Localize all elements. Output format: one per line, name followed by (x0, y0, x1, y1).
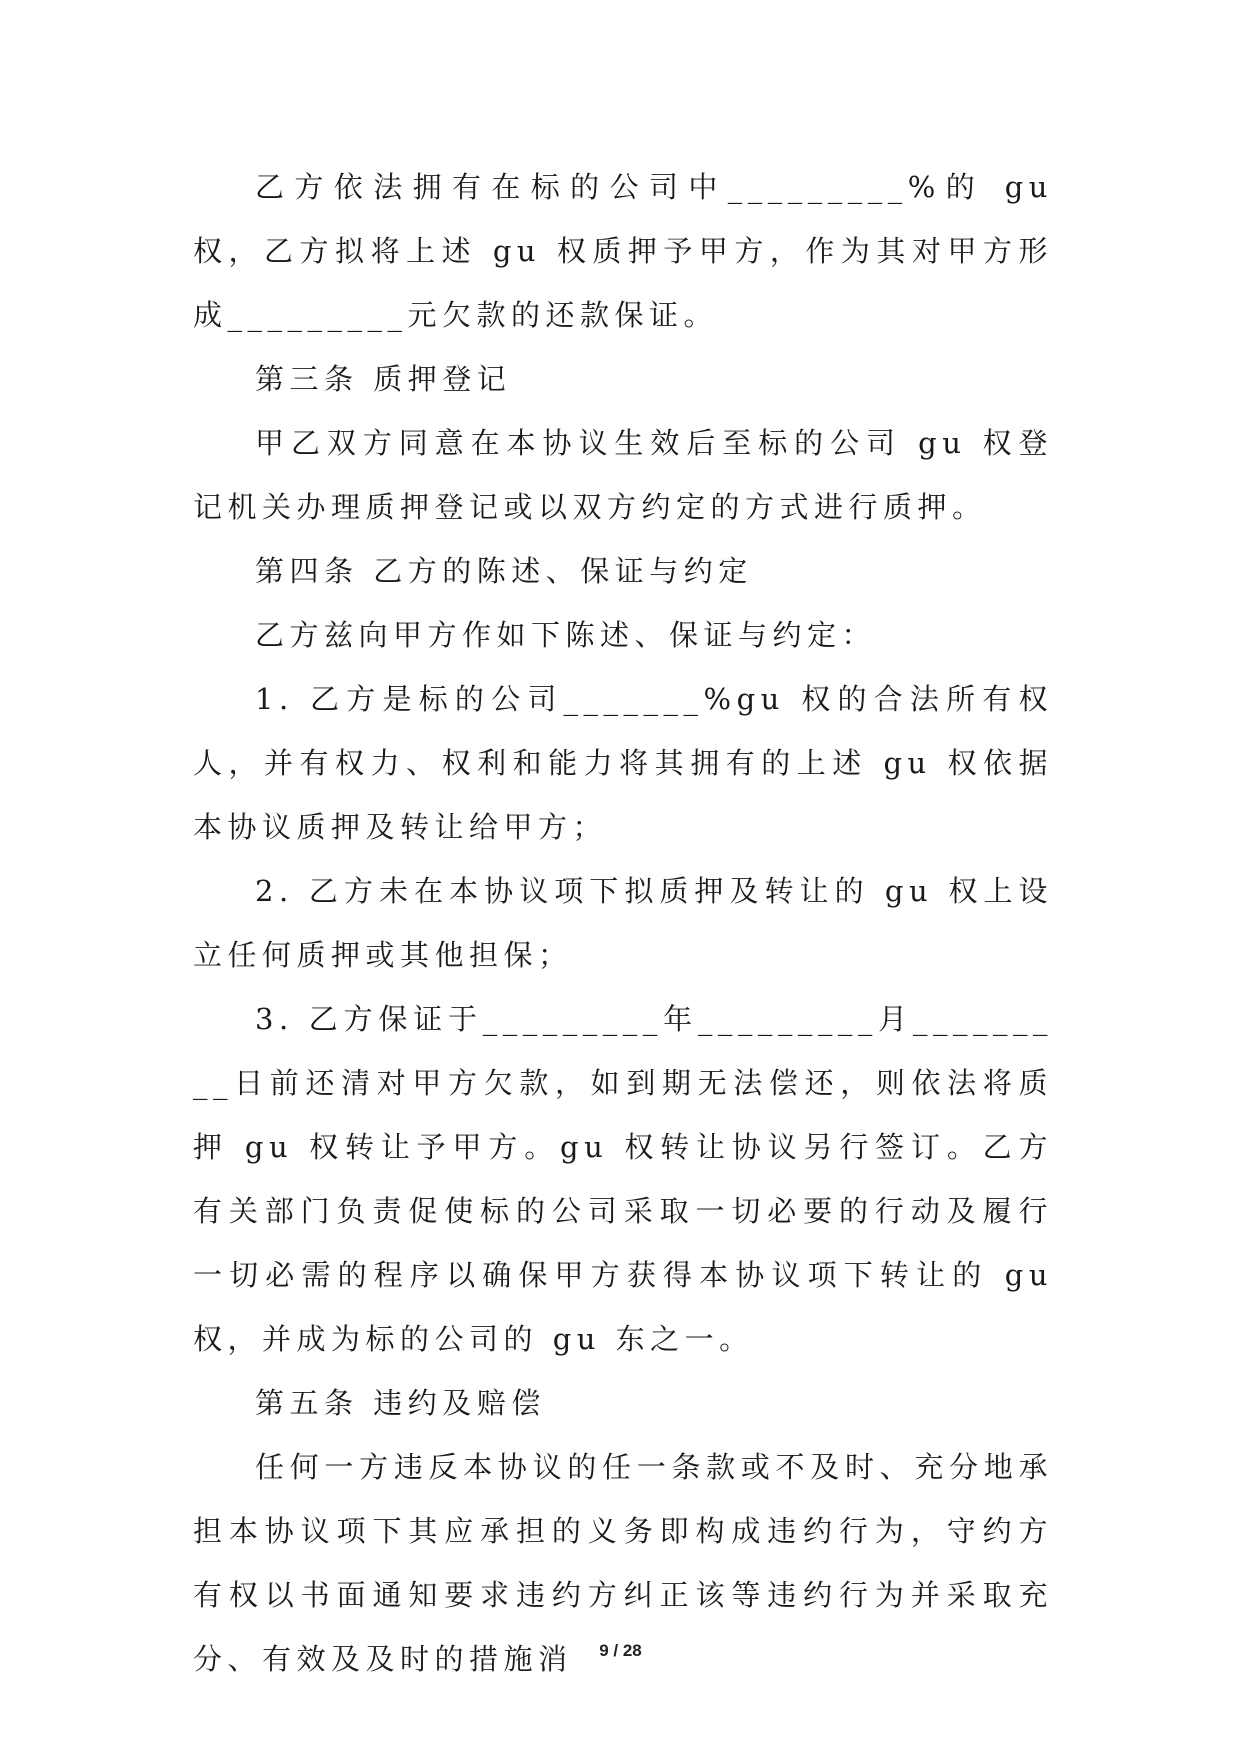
paragraph-representations-intro: 乙方兹向甲方作如下陈述、保证与约定： (255, 618, 877, 652)
article-4-heading: 第四条 乙方的陈述、保证与约定 (255, 554, 753, 588)
article-5-heading: 第五条 违约及赔偿 (255, 1386, 546, 1420)
clause-2: 2. 乙方未在本协议项下拟质押及转让的 gu 权上设立任何质押或其他担保； (193, 874, 1053, 972)
paragraph-breach: 任何一方违反本协议的任一条款或不及时、充分地承担本协议项下其应承担的义务即构成违约行为，守约方有权以书面通知要求违约方纠正该等违约行为并采取充分、有效及及时的措施消 (193, 1450, 1053, 1676)
article-3-heading: 第三条 质押登记 (255, 362, 512, 396)
clause-3: 3. 乙方保证于_________年_________月_________日前还清对甲方欠款，如到期无法偿还，则依法将质押 gu 权转让予甲方。gu 权转让协议另行签订。乙方有关部门负责促使标的公司采取一切必要的行动及履行一切必需的程序以确保甲方获得本协议项下转让的 gu 权，并成为标的公司的 gu 东之一。 (193, 1002, 1053, 1356)
page-number: 9 / 28 (599, 1641, 642, 1660)
paragraph-pledge-share: 乙方依法拥有在标的公司中_________%的 gu 权，乙方拟将上述 gu 权质押予甲方，作为其对甲方形成_________元欠款的还款保证。 (193, 170, 1053, 332)
clause-1: 1. 乙方是标的公司_______%gu 权的合法所有权人，并有权力、权利和能力将其拥有的上述 gu 权依据本协议质押及转让给甲方； (193, 682, 1053, 844)
paragraph-pledge-registration: 甲乙双方同意在本协议生效后至标的公司 gu 权登记机关办理质押登记或以双方约定的方式进行质押。 (193, 426, 1053, 524)
document-body (193, 155, 1053, 1691)
